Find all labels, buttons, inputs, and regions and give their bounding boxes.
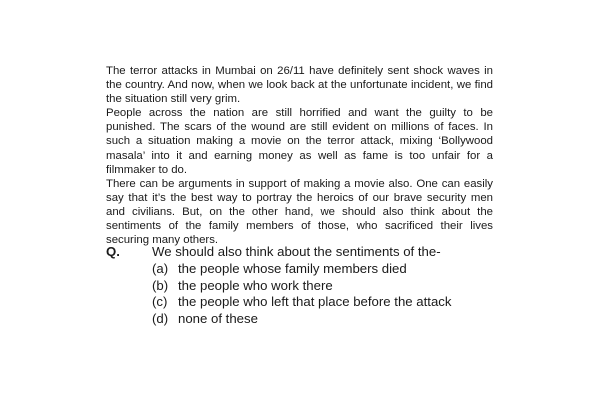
option-d[interactable]	[152, 311, 526, 328]
question-text: We should also think about the sentiments of the-	[152, 244, 441, 259]
passage-paragraph-3: There can be arguments in support of making a movie also. One can easily say that it’s the best way to portray the heroics of our brave security men and civilians. But, on the other hand, we should also think about the sentiments of the family members of those, who sacrificed their lives securing many others.	[106, 177, 493, 247]
question-block	[106, 244, 526, 328]
option-b-text: the people who work there	[178, 277, 333, 293]
passage-paragraph-2: People across the nation are still horrified and want the guilty to be punished. The scars of the wound are still evident on millions of faces. In such a situation making a movie on the terror attack, mixing ‘Bollywood masala’ into it and earning money as well as fame is too unfair for a filmmaker to do.	[106, 107, 493, 176]
option-a-text: the people whose family members died	[178, 260, 407, 276]
question-label: Q.	[106, 244, 120, 259]
option-b[interactable]	[152, 278, 526, 295]
option-c[interactable]	[152, 294, 526, 311]
option-d-text: none of these	[178, 311, 258, 327]
passage	[106, 64, 493, 247]
option-a-letter: (a)	[152, 260, 169, 276]
option-a[interactable]	[152, 261, 526, 278]
option-c-text: the people who left that place before the attack	[178, 294, 452, 310]
option-c-letter: (c)	[152, 294, 168, 310]
option-d-letter: (d)	[152, 311, 169, 327]
question-row	[106, 244, 526, 261]
passage-paragraph-1: The terror attacks in Mumbai on 26/11 have definitely sent shock waves in the country. And now, when we look back at the unfortunate incident, we find the situation still very grim.	[106, 65, 493, 106]
answer-options	[152, 261, 526, 328]
option-b-letter: (b)	[152, 277, 169, 293]
